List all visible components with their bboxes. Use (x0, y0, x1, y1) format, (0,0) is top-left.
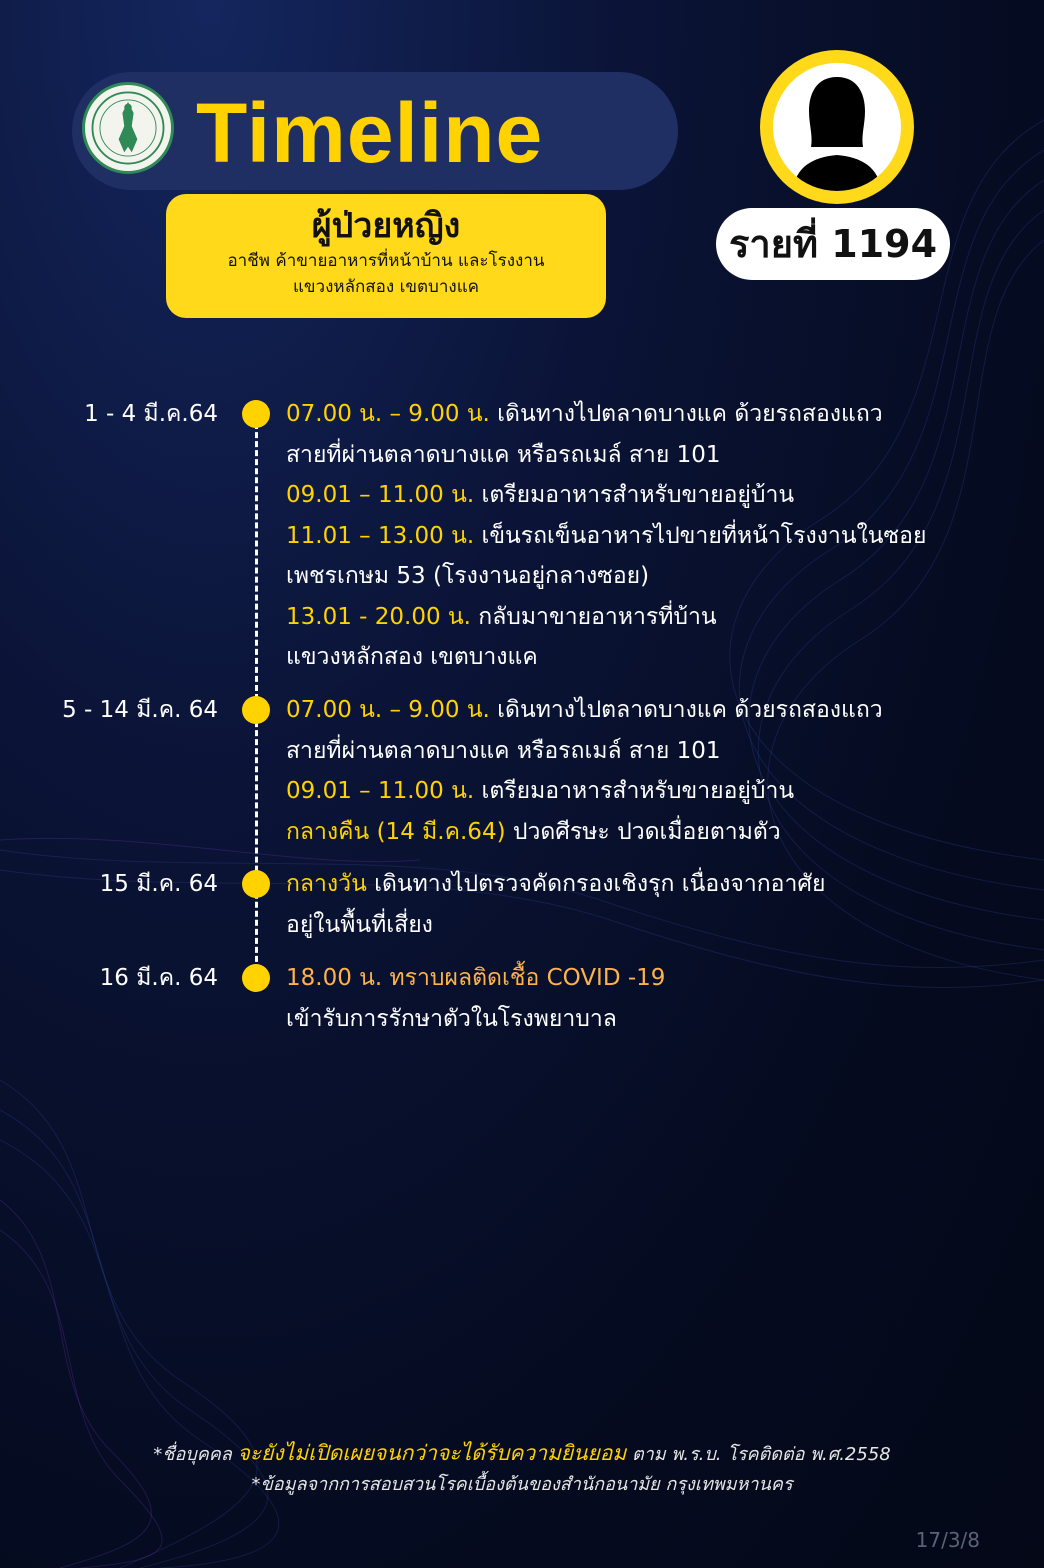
timeline-time: 09.01 – 11.00 น. (286, 778, 475, 804)
timeline-date: 15 มี.ค. 64 (99, 871, 218, 897)
timeline-line-text (286, 690, 976, 731)
timeline-line-text (286, 905, 976, 946)
timeline-line-text (286, 999, 976, 1040)
timeline-description: เตรียมอาหารสำหรับขายอยู่บ้าน (474, 482, 795, 508)
timeline-dot (242, 696, 270, 724)
timeline-time: 07.00 น. – 9.00 น. (286, 697, 490, 723)
patient-occupation: อาชีพ ค้าขายอาหารที่หน้าบ้าน และโรงงาน (227, 251, 545, 271)
page-date: 17/3/8 (915, 1528, 980, 1552)
timeline-time: 18.00 น. ทราบผลติดเชื้อ COVID -19 (286, 965, 666, 991)
footer-note-consent: *ชื่อบุคคล จะยังไม่เปิดเผยจนกว่าจะได้รับความยินยอม ตาม พ.ร.บ. โรคติดต่อ พ.ศ.2558 (153, 1441, 891, 1465)
timeline-time: 07.00 น. – 9.00 น. (286, 401, 490, 427)
timeline-description: กลับมาขายอาหารที่บ้าน (470, 603, 717, 630)
timeline-description: เข้ารับการรักษาตัวในโรงพยาบาล (286, 1005, 617, 1032)
timeline-line-text (286, 864, 976, 905)
timeline-description: สายที่ผ่านตลาดบางแค หรือรถเมล์ สาย 101 (286, 737, 721, 764)
timeline-date: 16 มี.ค. 64 (99, 965, 218, 991)
timeline-description: เพชรเกษม 53 (โรงงานอยู่กลางซอย) (286, 563, 650, 589)
case-number-badge: รายที่ 1194 (716, 208, 950, 280)
timeline-description: เตรียมอาหารสำหรับขายอยู่บ้าน (474, 778, 795, 804)
timeline-description: ปวดศีรษะ ปวดเมื่อยตามตัว (505, 818, 781, 845)
timeline-description: เข็นรถเข็นอาหารไปขายที่หน้าโรงงานในซอย (474, 522, 927, 549)
timeline-entry (286, 958, 976, 1039)
timeline-time: 11.01 – 13.00 น. (286, 522, 475, 549)
patient-location: แขวงหลักสอง เขตบางแค (292, 277, 480, 297)
timeline-line-text (286, 556, 976, 597)
timeline-line-text (286, 637, 976, 678)
footer-note-source: *ข้อมูลจากการสอบสวนโรคเบื้องต้นของสำนักอนามัย กรุงเทพมหานคร (251, 1474, 793, 1495)
timeline-entry (286, 690, 976, 852)
timeline-dot (242, 870, 270, 898)
footer-note-highlight: จะยังไม่เปิดเผยจนกว่าจะได้รับความยินยอม (237, 1441, 627, 1465)
timeline-line-text (286, 731, 976, 772)
timeline-line-text (286, 475, 976, 516)
timeline-line-text (286, 812, 976, 853)
timeline-description: เดินทางไปตรวจคัดกรองเชิงรุก เนื่องจากอาศัย (366, 871, 826, 897)
page-title: Timeline (196, 86, 544, 180)
timeline-description: เดินทางไปตลาดบางแค ด้วยรถสองแถว (489, 697, 883, 723)
timeline-line-text (286, 435, 976, 476)
patient-label: ผู้ป่วยหญิง (311, 206, 461, 246)
timeline-time: กลางคืน (14 มี.ค.64) (286, 818, 506, 845)
timeline-line-text (286, 597, 976, 638)
timeline-dot (242, 400, 270, 428)
timeline-line-text (286, 771, 976, 812)
timeline-time: 13.01 - 20.00 น. (286, 603, 471, 630)
timeline-entry (286, 864, 976, 945)
timeline-line-text (286, 394, 976, 435)
timeline-date: 5 - 14 มี.ค. 64 (62, 697, 218, 723)
bangkok-city-seal-icon (82, 82, 174, 174)
timeline-description: เดินทางไปตลาดบางแค ด้วยรถสองแถว (489, 401, 883, 427)
timeline-time: กลางวัน (286, 871, 367, 897)
timeline-time: 09.01 – 11.00 น. (286, 482, 475, 508)
timeline-dot (242, 964, 270, 992)
timeline-entry (286, 394, 976, 678)
timeline-date: 1 - 4 มี.ค.64 (84, 401, 218, 427)
timeline-line-text (286, 958, 976, 999)
timeline-description: อยู่ในพื้นที่เสี่ยง (286, 911, 433, 938)
timeline-description: แขวงหลักสอง เขตบางแค (286, 644, 538, 670)
timeline-description: สายที่ผ่านตลาดบางแค หรือรถเมล์ สาย 101 (286, 441, 721, 468)
timeline-line-text (286, 516, 976, 557)
